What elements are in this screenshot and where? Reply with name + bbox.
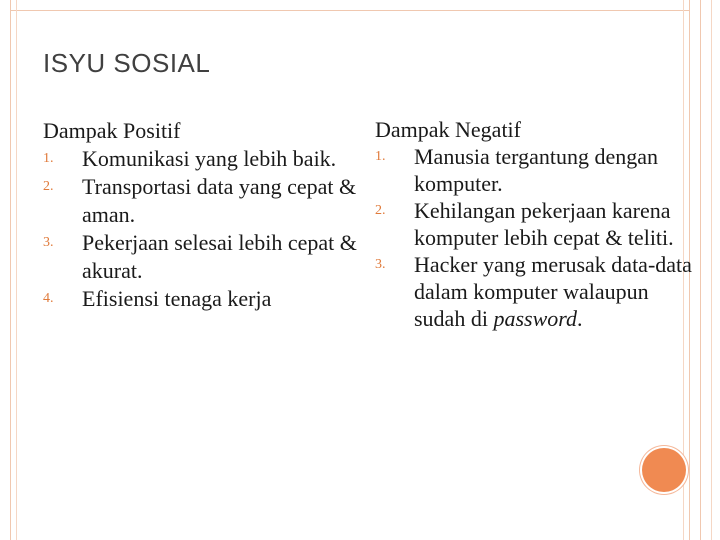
list-item — [375, 143, 705, 197]
positive-impact-heading: Dampak Positif — [43, 118, 181, 143]
list-item — [43, 173, 363, 229]
list-item-text: Pekerjaan selesai lebih cepat & akurat. — [82, 230, 357, 283]
list-number: 2. — [375, 203, 386, 218]
list-item-text — [414, 252, 692, 331]
list-item — [43, 229, 363, 285]
list-item-text-italic: password — [493, 306, 577, 331]
list-item — [375, 251, 705, 332]
list-item-text-end: . — [577, 306, 583, 331]
list-number: 2. — [43, 179, 54, 194]
list-item-text: Transportasi data yang cepat & aman. — [82, 174, 357, 227]
list-number: 1. — [375, 149, 386, 164]
decorative-orange-circle — [642, 448, 686, 492]
list-item-text-main: Hacker yang merusak data-data dalam komputer walaupun sudah di — [414, 252, 692, 331]
positive-impact-column — [43, 117, 363, 313]
list-number: 3. — [43, 235, 54, 250]
list-number: 4. — [43, 291, 54, 306]
list-item-text: Efisiensi tenaga kerja — [82, 286, 272, 311]
list-item-text: Kehilangan pekerjaan karena komputer lebih cepat & teliti. — [414, 198, 674, 250]
slide-right-rule-inner — [711, 0, 712, 540]
slide-title: ISYU SOSIAL — [43, 48, 211, 78]
list-number: 1. — [43, 151, 54, 166]
list-item — [43, 285, 363, 313]
list-number: 3. — [375, 257, 386, 272]
list-item-text: Manusia tergantung dengan komputer. — [414, 144, 658, 196]
negative-impact-list — [375, 143, 705, 332]
list-item — [43, 145, 363, 173]
list-item-text: Komunikasi yang lebih baik. — [82, 146, 337, 171]
negative-impact-column — [375, 116, 705, 332]
list-item — [375, 197, 705, 251]
positive-impact-list — [43, 145, 363, 313]
negative-impact-heading: Dampak Negatif — [375, 117, 521, 142]
